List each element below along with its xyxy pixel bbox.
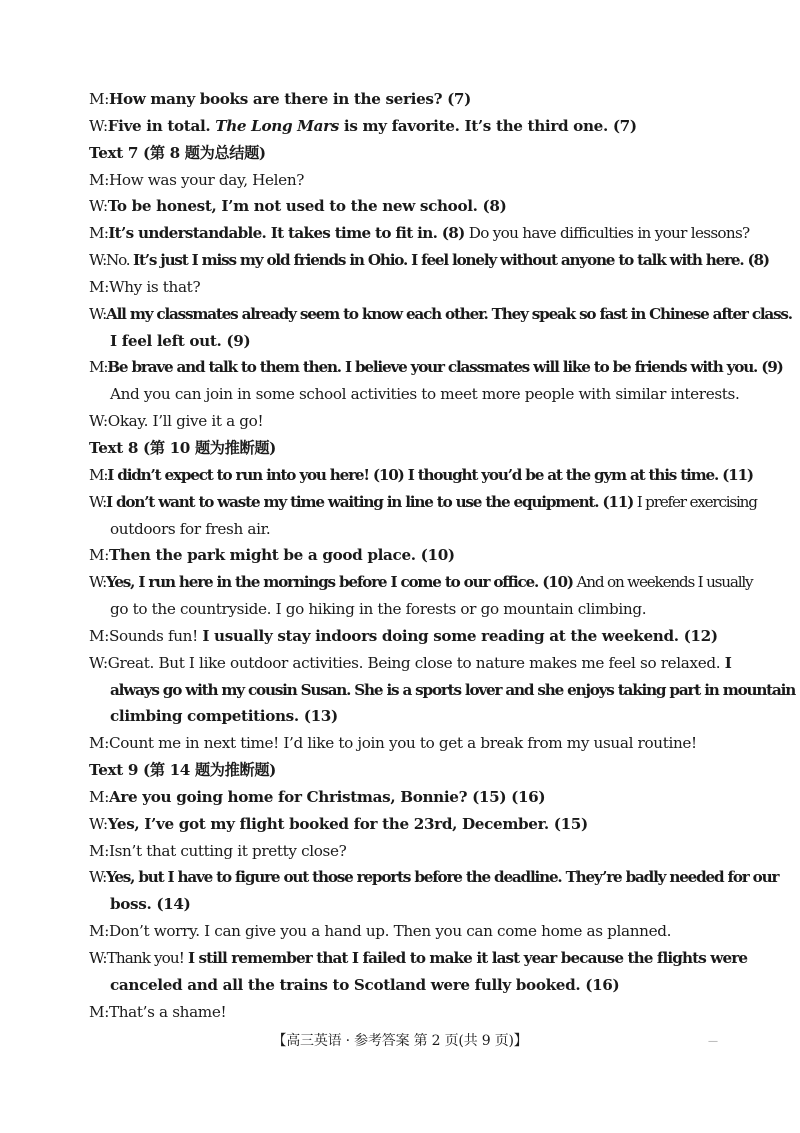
dialogue-text: go to the countryside. I go hiking in the forests or go mountain climbing. — [110, 600, 647, 619]
speaker-label: M: — [89, 170, 109, 189]
dialogue-text: No. — [106, 251, 134, 270]
dialogue-text: That’s a shame! — [108, 1002, 227, 1021]
speaker-label: M: — [89, 1002, 109, 1021]
dialogue-line — [89, 542, 749, 569]
dialogue-text: Thank you! — [106, 949, 188, 967]
dialogue-line — [89, 408, 749, 435]
speaker-label: M: — [89, 90, 109, 108]
dialogue-line — [89, 167, 749, 194]
answer-text: climbing competitions. (13) — [110, 707, 338, 726]
dialogue-text: outdoors for fresh air. — [110, 519, 271, 538]
dialogue-line — [89, 193, 749, 220]
answer-text: Then the park might be a good place. (10) — [108, 546, 455, 565]
speaker-label: M: — [89, 358, 108, 377]
dialogue-text: I prefer exercising — [633, 492, 757, 511]
speaker-label: M: — [89, 787, 109, 806]
speaker-label: M: — [89, 277, 109, 296]
answer-text: I still remember that I failed to make it last year because the flights were — [187, 949, 748, 967]
speaker-label: W: — [89, 251, 107, 270]
dialogue-line — [89, 623, 749, 650]
dialogue-line — [89, 918, 749, 945]
speaker-label: W: — [89, 492, 107, 511]
answer-text: Five in total. — [107, 116, 216, 135]
speaker-label: M: — [89, 734, 109, 753]
dialogue-text: Great. But I like outdoor activities. Being close to nature makes me feel so relaxed. — [107, 653, 725, 672]
dialogue-line — [89, 354, 783, 381]
corner-mark: — — [708, 1036, 718, 1047]
dialogue-line-continuation — [89, 516, 749, 543]
speaker-label: M: — [89, 546, 109, 565]
answer-text: I feel left out. (9) — [110, 331, 251, 350]
dialogue-line — [89, 462, 753, 489]
answer-text: The Long Mars — [215, 116, 339, 135]
answer-text: All my classmates already seem to know each other. They speak so fast in Chinese after class. — [106, 304, 792, 323]
dialogue-line — [89, 489, 757, 516]
answer-text: I — [724, 653, 732, 672]
dialogue-line — [89, 274, 749, 301]
answer-text: canceled and all the trains to Scotland were fully booked. (16) — [110, 975, 620, 994]
answer-text: Yes, but I have to figure out those reports before the deadline. They’re badly needed for our — [106, 868, 779, 887]
speaker-label: W: — [89, 116, 108, 135]
transcript-body — [89, 86, 796, 1026]
page-footer: 【高三英语 · 参考答案 第 2 页(共 9 页)】 — [272, 1033, 528, 1049]
speaker-label: M: — [89, 224, 109, 243]
dialogue-line-continuation — [89, 891, 749, 918]
section-heading — [89, 140, 749, 167]
dialogue-line — [89, 838, 749, 865]
speaker-label: M: — [89, 465, 108, 484]
answer-text: It’s understandable. It takes time to fit in. (8) — [108, 224, 465, 243]
speaker-label: W: — [89, 949, 107, 967]
answer-text: Yes, I’ve got my flight booked for the 23rd, December. (15) — [107, 814, 588, 833]
section-heading — [89, 757, 749, 784]
dialogue-line — [89, 650, 749, 677]
dialogue-line — [89, 864, 779, 891]
dialogue-line — [89, 569, 753, 596]
dialogue-text: Why is that? — [108, 277, 201, 296]
speaker-label: M: — [89, 626, 109, 645]
speaker-label: W: — [89, 653, 108, 672]
speaker-label: W: — [89, 197, 108, 216]
dialogue-text: And you can join in some school activities to meet more people with similar interests. — [110, 385, 740, 404]
dialogue-line-continuation — [89, 972, 749, 999]
answer-text: How many books are there in the series? (7) — [108, 90, 471, 108]
speaker-label: W: — [89, 868, 107, 887]
speaker-label: W: — [89, 814, 108, 833]
dialogue-line — [89, 86, 749, 113]
dialogue-text: And on weekends I usually — [572, 573, 753, 592]
answer-text: Yes, I run here in the mornings before I come to our office. (10) — [106, 573, 573, 592]
dialogue-line — [89, 113, 749, 140]
answer-text: I didn’t expect to run into you here! (10) I thought you’d be at the gym at this time. (11) — [107, 465, 753, 484]
dialogue-text: Okay. I’ll give it a go! — [107, 412, 264, 431]
dialogue-line-continuation — [89, 596, 749, 623]
dialogue-text: Count me in next time! I’d like to join you to get a break from my usual routine! — [108, 734, 697, 753]
answer-text: To be honest, I’m not used to the new school. (8) — [107, 197, 507, 216]
answer-text: I usually stay indoors doing some reading at the weekend. (12) — [202, 626, 718, 645]
section-heading — [89, 435, 749, 462]
answer-text: boss. (14) — [110, 895, 191, 914]
answer-text: Text 9 (第 14 题为推断题) — [89, 761, 276, 780]
dialogue-line — [89, 247, 769, 274]
dialogue-text: How was your day, Helen? — [108, 170, 305, 189]
speaker-label: M: — [89, 922, 109, 941]
dialogue-line-continuation — [89, 677, 796, 704]
dialogue-line — [89, 301, 792, 328]
dialogue-line — [89, 945, 749, 972]
speaker-label: M: — [89, 841, 109, 860]
answer-text: Are you going home for Christmas, Bonnie? (15) (16) — [108, 787, 546, 806]
dialogue-line — [89, 730, 749, 757]
dialogue-line — [89, 784, 749, 811]
dialogue-line — [89, 220, 749, 247]
dialogue-line-continuation — [89, 381, 749, 408]
answer-text: Text 7 (第 8 题为总结题) — [89, 143, 266, 162]
dialogue-line — [89, 811, 749, 838]
dialogue-line-continuation — [89, 703, 749, 730]
speaker-label: W: — [89, 304, 107, 323]
dialogue-line-continuation — [89, 328, 749, 355]
answer-text: always go with my cousin Susan. She is a sports lover and she enjoys taking part in mountain — [110, 680, 796, 699]
dialogue-text: Don’t worry. I can give you a hand up. Then you can come home as planned. — [108, 922, 672, 941]
speaker-label: W: — [89, 573, 107, 592]
answer-text: is my favorite. It’s the third one. (7) — [338, 116, 637, 135]
answer-text: I don’t want to waste my time waiting in line to use the equipment. (11) — [106, 492, 634, 511]
answer-text: Text 8 (第 10 题为推断题) — [89, 438, 276, 457]
speaker-label: W: — [89, 412, 108, 431]
dialogue-line — [89, 999, 749, 1026]
answer-text: Be brave and talk to them then. I believe your classmates will like to be friends with you. (9) — [107, 358, 783, 377]
dialogue-text: Do you have difficulties in your lessons? — [464, 224, 750, 243]
dialogue-text: Sounds fun! — [108, 626, 203, 645]
dialogue-text: Isn’t that cutting it pretty close? — [108, 841, 347, 860]
answer-text: It’s just I miss my old friends in Ohio. I feel lonely without anyone to talk with here. (8) — [133, 251, 769, 270]
